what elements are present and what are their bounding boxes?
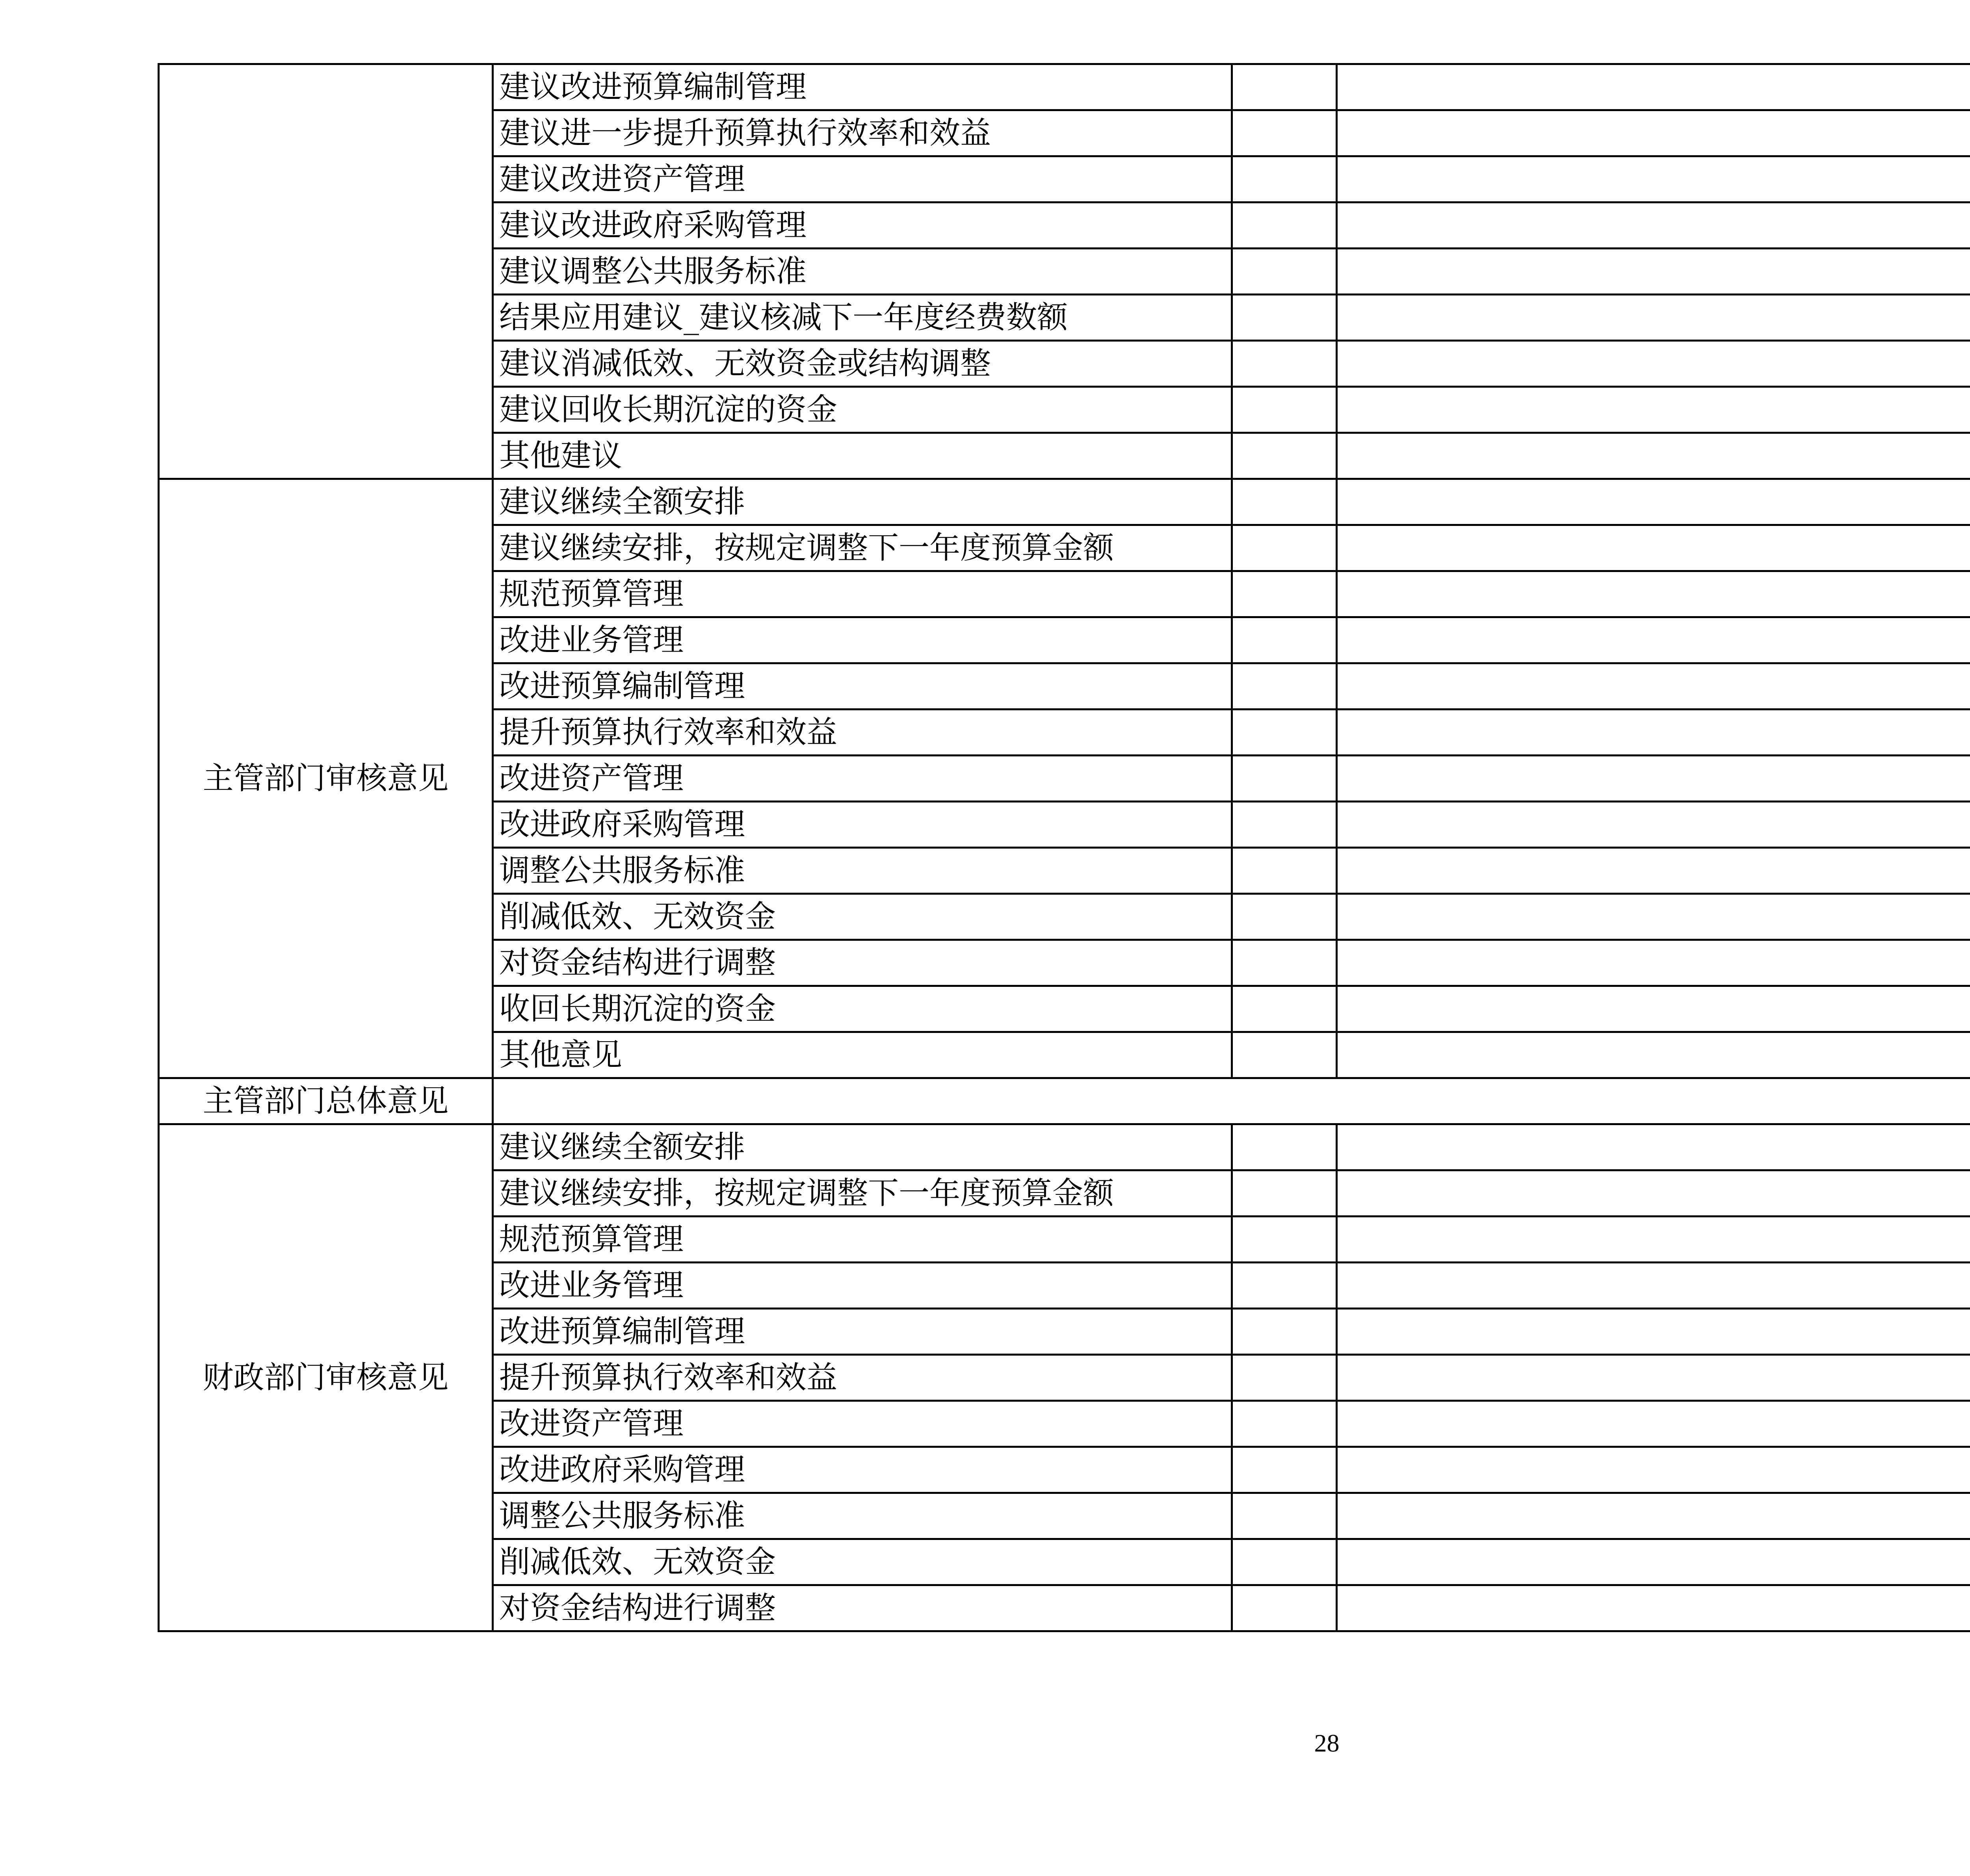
option-label: 建议消减低效、无效资金或结构调整 — [493, 341, 1232, 387]
table-row — [159, 1124, 1970, 1170]
check-cell[interactable] — [1232, 387, 1337, 433]
check-cell[interactable] — [1232, 1032, 1337, 1078]
option-label: 建议继续安排，按规定调整下一年度预算金额 — [493, 1170, 1232, 1217]
option-label: 建议回收长期沉淀的资金 — [493, 387, 1232, 433]
remark-cell[interactable] — [1337, 617, 1970, 663]
remark-cell[interactable] — [1337, 1401, 1970, 1447]
option-label: 改进政府采购管理 — [493, 1447, 1232, 1493]
check-cell[interactable] — [1232, 1170, 1337, 1217]
remark-cell[interactable] — [1337, 1309, 1970, 1355]
remark-cell[interactable] — [1337, 663, 1970, 710]
check-cell[interactable] — [1232, 110, 1337, 156]
check-cell[interactable] — [1232, 986, 1337, 1032]
remark-cell[interactable] — [1337, 295, 1970, 341]
option-label: 削减低效、无效资金 — [493, 1539, 1232, 1585]
check-cell[interactable] — [1232, 894, 1337, 940]
option-label: 其他意见 — [493, 1032, 1232, 1078]
remark-cell[interactable] — [1337, 1447, 1970, 1493]
remark-cell[interactable] — [1337, 433, 1970, 479]
option-label: 建议改进政府采购管理 — [493, 202, 1232, 249]
remark-cell[interactable] — [1337, 387, 1970, 433]
remark-cell[interactable] — [1337, 479, 1970, 525]
remark-cell[interactable] — [1337, 1170, 1970, 1217]
remark-cell[interactable] — [1337, 1032, 1970, 1078]
remark-cell[interactable] — [1337, 894, 1970, 940]
option-label: 建议进一步提升预算执行效率和效益 — [493, 110, 1232, 156]
option-label: 收回长期沉淀的资金 — [493, 986, 1232, 1032]
table-row — [159, 1078, 1970, 1124]
remark-cell[interactable] — [1337, 1493, 1970, 1539]
remark-cell[interactable] — [1337, 64, 1970, 110]
option-label: 结果应用建议_建议核减下一年度经费数额 — [493, 295, 1232, 341]
remark-cell[interactable] — [1337, 202, 1970, 249]
check-cell[interactable] — [1232, 1124, 1337, 1170]
option-label: 改进资产管理 — [493, 756, 1232, 802]
option-label: 改进预算编制管理 — [493, 663, 1232, 710]
check-cell[interactable] — [1232, 571, 1337, 617]
option-label: 削减低效、无效资金 — [493, 894, 1232, 940]
remark-cell[interactable] — [1337, 156, 1970, 202]
check-cell[interactable] — [1232, 802, 1337, 848]
table-body — [159, 64, 1970, 1631]
check-cell[interactable] — [1232, 156, 1337, 202]
section-label — [159, 64, 493, 479]
remark-cell[interactable] — [1337, 341, 1970, 387]
check-cell[interactable] — [1232, 1263, 1337, 1309]
check-cell[interactable] — [1232, 433, 1337, 479]
option-label: 调整公共服务标准 — [493, 848, 1232, 894]
remark-cell[interactable] — [1337, 1124, 1970, 1170]
table-row — [159, 479, 1970, 525]
remark-cell[interactable] — [1337, 1585, 1970, 1631]
remark-cell[interactable] — [1337, 756, 1970, 802]
check-cell[interactable] — [1232, 617, 1337, 663]
check-cell[interactable] — [1232, 1309, 1337, 1355]
section-label: 主管部门审核意见 — [159, 479, 493, 1078]
page-number: 28 — [1314, 1729, 1340, 1757]
option-label: 建议改进资产管理 — [493, 156, 1232, 202]
remark-cell[interactable] — [1337, 1217, 1970, 1263]
check-cell[interactable] — [1232, 64, 1337, 110]
section-label: 主管部门总体意见 — [159, 1078, 493, 1124]
section-label: 财政部门审核意见 — [159, 1124, 493, 1631]
option-label: 改进资产管理 — [493, 1401, 1232, 1447]
check-cell[interactable] — [1232, 202, 1337, 249]
option-label: 对资金结构进行调整 — [493, 1585, 1232, 1631]
check-cell[interactable] — [1232, 341, 1337, 387]
remark-cell[interactable] — [1337, 249, 1970, 295]
check-cell[interactable] — [1232, 295, 1337, 341]
option-label: 建议继续全额安排 — [493, 479, 1232, 525]
remark-cell[interactable] — [1337, 710, 1970, 756]
option-label: 调整公共服务标准 — [493, 1493, 1232, 1539]
check-cell[interactable] — [1232, 663, 1337, 710]
table-row — [159, 64, 1970, 110]
check-cell[interactable] — [1232, 1355, 1337, 1401]
check-cell[interactable] — [1232, 1585, 1337, 1631]
check-cell[interactable] — [1232, 1217, 1337, 1263]
option-label: 改进业务管理 — [493, 617, 1232, 663]
check-cell[interactable] — [1232, 525, 1337, 571]
remark-cell[interactable] — [1337, 986, 1970, 1032]
option-label: 改进业务管理 — [493, 1263, 1232, 1309]
remark-cell[interactable] — [1337, 1263, 1970, 1309]
check-cell[interactable] — [1232, 1539, 1337, 1585]
check-cell[interactable] — [1232, 1401, 1337, 1447]
check-cell[interactable] — [1232, 1493, 1337, 1539]
remark-cell[interactable] — [1337, 1539, 1970, 1585]
option-label: 规范预算管理 — [493, 1217, 1232, 1263]
option-label: 改进政府采购管理 — [493, 802, 1232, 848]
remark-cell[interactable] — [1337, 525, 1970, 571]
option-label: 其他建议 — [493, 433, 1232, 479]
check-cell[interactable] — [1232, 940, 1337, 986]
check-cell[interactable] — [1232, 1447, 1337, 1493]
remark-cell[interactable] — [1337, 1355, 1970, 1401]
option-label: 规范预算管理 — [493, 571, 1232, 617]
option-label: 改进预算编制管理 — [493, 1309, 1232, 1355]
option-label: 建议调整公共服务标准 — [493, 249, 1232, 295]
remark-cell[interactable] — [1337, 110, 1970, 156]
option-label: 提升预算执行效率和效益 — [493, 710, 1232, 756]
overall-opinion-field[interactable] — [493, 1078, 1970, 1124]
option-label: 提升预算执行效率和效益 — [493, 1355, 1232, 1401]
check-cell[interactable] — [1232, 710, 1337, 756]
option-label: 建议继续安排，按规定调整下一年度预算金额 — [493, 525, 1232, 571]
check-cell[interactable] — [1232, 756, 1337, 802]
remark-cell[interactable] — [1337, 940, 1970, 986]
check-cell[interactable] — [1232, 479, 1337, 525]
option-label: 对资金结构进行调整 — [493, 940, 1232, 986]
remark-cell[interactable] — [1337, 571, 1970, 617]
review-opinion-table — [158, 63, 1970, 1632]
check-cell[interactable] — [1232, 848, 1337, 894]
option-label: 建议继续全额安排 — [493, 1124, 1232, 1170]
remark-cell[interactable] — [1337, 848, 1970, 894]
check-cell[interactable] — [1232, 249, 1337, 295]
option-label: 建议改进预算编制管理 — [493, 64, 1232, 110]
remark-cell[interactable] — [1337, 802, 1970, 848]
